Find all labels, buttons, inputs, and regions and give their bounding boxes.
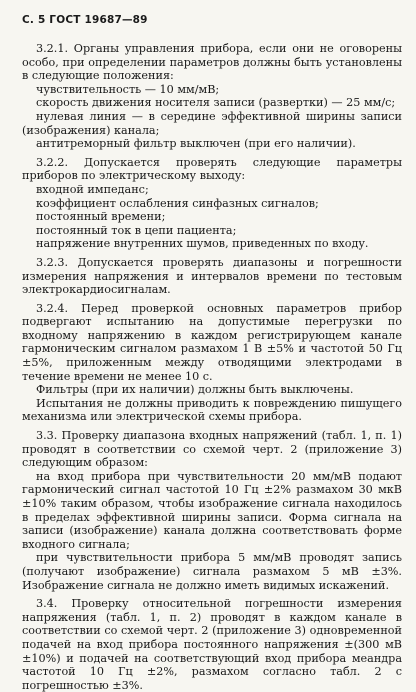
paragraph-3-3: 3.3. Проверку диапазона входных напряжений (табл. 1, п. 1) проводят в соответствии со схемой черт. 2 (приложение 3) следующим образом:: [22, 429, 402, 470]
page-header: С. 5 ГОСТ 19687—89: [22, 14, 148, 26]
document-body: [22, 42, 402, 692]
list-item: постоянный ток в цепи пациента;: [36, 223, 237, 237]
list-item: постоянный времени;: [36, 210, 166, 224]
paragraph-3-2-4: 3.2.4. Перед проверкой основных параметров прибор подвергают испытанию на допустимые перегрузки по входному напряжению в каждом регистрирующем канале гармоническим сигналом размахом 1 В ±5% и частотой 50 Гц ±5%, приложенным между отводящими электродами в течение времени не менее 10 с.: [22, 301, 402, 383]
list-item: антитреморный фильтр выключен (при его наличии).: [36, 137, 356, 151]
paragraph-input-5: при чувствительности прибора 5 мм/мВ проводят запись (получают изображение) сигнала размахом 5 мВ ±3%. Изображение сигнала не должно иметь видимых искажений.: [22, 551, 402, 592]
paragraph-3-2-2: 3.2.2. Допускается проверять следующие параметры приборов по электрическому выходу:: [22, 155, 402, 183]
paragraph-filters: Фильтры (при их наличии) должны быть выключены.: [36, 383, 354, 397]
paragraph-3-2-1: 3.2.1. Органы управления прибора, если они не оговорены особо, при определении параметров должны быть установлены в следующие положения:: [22, 42, 402, 83]
paragraph-tests: Испытания не должны приводить к повреждению пишущего механизма или электрической схемы прибора.: [22, 396, 402, 424]
list-item: напряжение внутренних шумов, приведенных по входу.: [36, 237, 369, 251]
list-item: скорость движения носителя записи (развертки) — 25 мм/с;: [36, 96, 396, 110]
list-item: нулевая линия — в середине эффективной ширины записи (изображения) канала;: [22, 109, 402, 137]
paragraph-input-20: на вход прибора при чувствительности 20 мм/мВ подают гармонический сигнал частотой 10 Гц ±2% размахом 30 мкВ ±10% таким образом, чтобы изображение сигнала находилось в пределах эффективной ширины записи. Форма сигнала на записи (изображение) канала должна соответствовать форме входного сигнала;: [22, 469, 402, 551]
list-item: входной импеданс;: [36, 182, 149, 196]
list-item: чувствительность — 10 мм/мВ;: [36, 82, 220, 96]
paragraph-3-4: 3.4. Проверку относительной погрешности измерения напряжения (табл. 1, п. 2) проводят в каждом канале в соответствии со схемой черт. 2 (приложение 3) одновременной подачей на вход прибора постоянного напряжения ±(300 мВ ±10%) и подачей на соответствующий вход прибора меандра частотой 10 Гц ±2%, размахом согласно табл. 2 с погрешностью ±3%.: [22, 597, 402, 692]
paragraph-3-2-3: 3.2.3. Допускается проверять диапазоны и погрешности измерения напряжения и интервалов времени по тестовым электрокардиосигналам.: [22, 255, 402, 297]
list-item: коэффициент ослабления синфазных сигналов;: [36, 196, 319, 210]
